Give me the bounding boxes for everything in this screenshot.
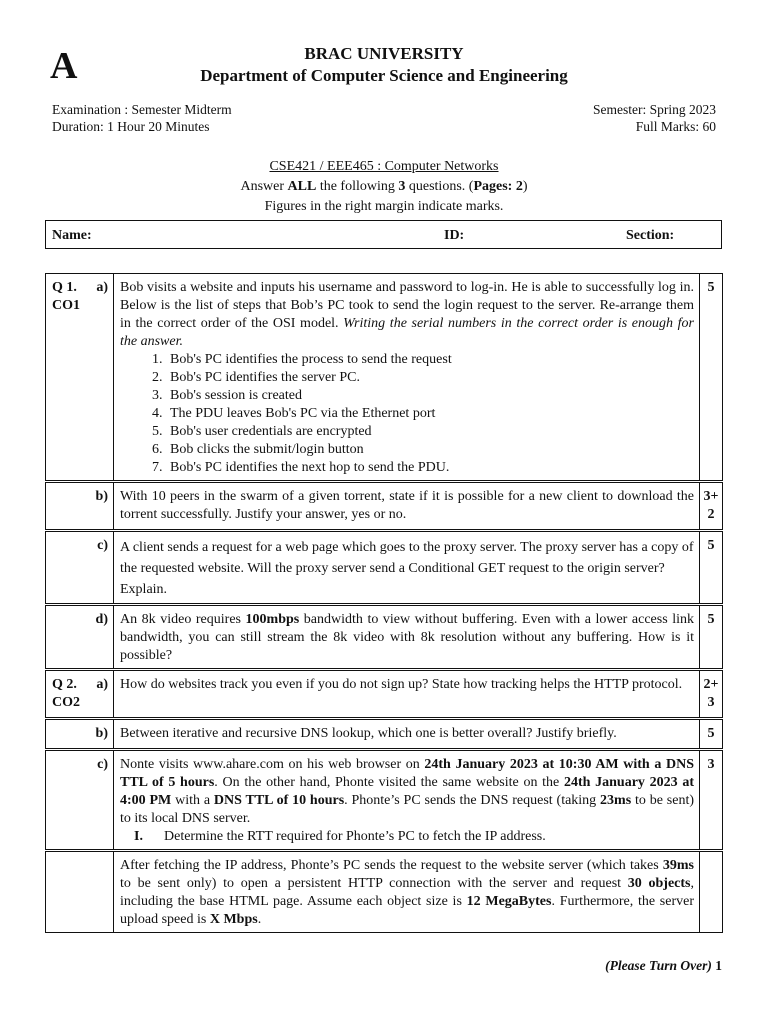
list-item: 4. The PDU leaves Bob's PC via the Ethernet port: [166, 405, 694, 423]
list-item: 1. Bob's PC identifies the process to send the request: [166, 351, 694, 369]
full-marks: Full Marks: 60: [635, 119, 716, 134]
exam-meta-left: [52, 101, 232, 135]
q1a-row: [46, 274, 723, 482]
q2a-marks: 2+ 3: [700, 670, 723, 719]
questions-table: [45, 273, 723, 933]
examination: Examination : Semester Midterm: [52, 102, 232, 117]
q1d-marks: 5: [700, 605, 723, 670]
figures-note: Figures in the right margin indicate marks.: [264, 199, 504, 214]
q2b-row: [46, 719, 723, 750]
list-item: 3. Bob's session is created: [166, 387, 694, 405]
q2c2-row: [46, 851, 723, 933]
page-footer: [605, 958, 722, 974]
section-label: Section:: [626, 228, 675, 243]
q2b-text: Between iterative and recursive DNS lookup, which one is better overall? Justify briefly.: [114, 719, 700, 750]
semester: Semester: Spring 2023: [593, 102, 716, 117]
university-name: BRAC UNIVERSITY: [304, 44, 464, 63]
q1c-marks: 5: [700, 531, 723, 605]
list-item: 5. Bob's user credentials are encrypted: [166, 423, 694, 441]
q1d-label: d): [46, 605, 114, 670]
q2c2-label: [46, 851, 114, 933]
student-id-box: [45, 220, 722, 249]
q1b-row: [46, 482, 723, 531]
q1c-row: [46, 531, 723, 605]
q1d-row: [46, 605, 723, 670]
list-item: 6. Bob clicks the submit/login button: [166, 441, 694, 459]
list-item: 7. Bob's PC identifies the next hop to send the PDU.: [166, 459, 694, 477]
q2b-label: b): [46, 719, 114, 750]
osi-steps-list: [120, 351, 694, 477]
q2c2-text: After fetching the IP address, Phonte’s PC sends the request to the website server (which takes 39ms to be sent only) to open a persistent HTTP connection with the server and request 30 objects, including the base HTML page. Assume each object size is 12 MegaBytes. Furthermore, the server upload speed is X Mbps.: [114, 851, 700, 933]
q2a-text: How do websites track you even if you do not sign up? State how tracking helps the HTTP protocol.: [114, 670, 700, 719]
q1a-marks: 5: [700, 274, 723, 482]
q2c-label: c): [46, 750, 114, 851]
q2c2-marks: [700, 851, 723, 933]
q1b-marks: 3+ 2: [700, 482, 723, 531]
q2c-row: [46, 750, 723, 851]
q1b-label: b): [46, 482, 114, 531]
id-label: ID:: [444, 228, 465, 243]
q2c-text: Nonte visits www.ahare.com on his web browser on 24th January 2023 at 10:30 AM with a DNS TTL of 5 hours. On the other hand, Phonte visited the same website on the 24th January 2023 at 4:00 PM with a DNS TTL of 10 hours. Phonte’s PC sends the DNS request (taking 23ms to be sent) to its local DNS server. I. Determine the RTT required for Phonte’s PC to fetch the IP address.: [114, 750, 700, 851]
course-title: CSE421 / EEE465 : Computer Networks: [269, 159, 499, 174]
instructions: Answer ALL the following 3 questions. (Pages: 2): [240, 179, 528, 194]
q2c-marks: 3: [700, 750, 723, 851]
turn-over-note: (Please Turn Over): [605, 958, 712, 973]
duration: Duration: 1 Hour 20 Minutes: [52, 119, 210, 134]
exam-meta-right: [593, 101, 716, 135]
q1c-label: c): [46, 531, 114, 605]
department-name: Department of Computer Science and Engineering: [200, 66, 568, 85]
page-number: 1: [715, 958, 722, 973]
name-label: Name:: [52, 228, 92, 243]
q1d-text: An 8k video requires 100mbps bandwidth to view without buffering. Even with a lower access link bandwidth, you can still stream the 8k video with 8k resolution without any buffering. How is it possible?: [114, 605, 700, 670]
q2c-subquestion: I. Determine the RTT required for Phonte’s PC to fetch the IP address.: [134, 829, 546, 844]
q2a-row: [46, 670, 723, 719]
q1c-text: A client sends a request for a web page which goes to the proxy server. The proxy server has a copy of the requested website. Will the proxy server send a Conditional GET request to the origin server? Explain.: [114, 531, 700, 605]
list-item: 2. Bob's PC identifies the server PC.: [166, 369, 694, 387]
set-letter: A: [50, 45, 78, 87]
q1b-text: With 10 peers in the swarm of a given torrent, state if it is possible for a new client to download the torrent successfully. Justify your answer, yes or no.: [114, 482, 700, 531]
q1a-label: Q 1. a) CO1: [46, 274, 114, 482]
q2b-marks: 5: [700, 719, 723, 750]
q1a-text: Bob visits a website and inputs his username and password to log-in. He is able to successfully log in. Below is the list of steps that Bob’s PC took to send the login request to the server. Re-arrange them in the correct order of the OSI model. Writing the serial numbers in the correct order is enough for the answer. 1. Bob's PC identifies the process to send the request 2. Bob's PC identifies the server PC. 3. Bob's session is created 4. The PDU leaves Bob's PC via the Ethernet port 5. Bob's user credentials are encrypted 6. Bob clicks the submit/login button 7. Bob's PC identifies the next hop to send the PDU.: [114, 274, 700, 482]
q2a-label: Q 2. a) CO2: [46, 670, 114, 719]
